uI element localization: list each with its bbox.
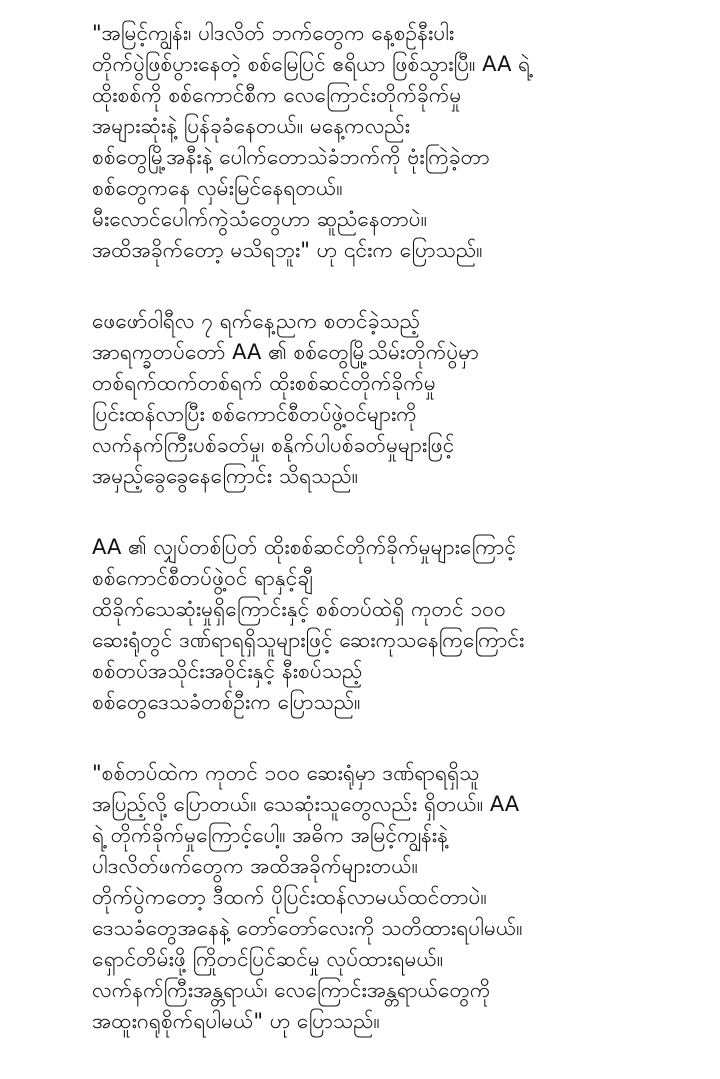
text-line: ဒေသခံတွေအနေနဲ့ တော်တော်လေးကို သတိထားရပါမယ်။ <box>92 916 523 940</box>
paragraph-2 <box>92 306 680 492</box>
text-line: အမှည့်ခွေခွေနေကြောင်း သိရသည်။ <box>92 464 359 488</box>
text-line: "စစ်တပ်ထဲက ကုတင် ၁၀၀ ဆေးရုံမှာ ဒဏ်ရာရရှိသူ <box>92 761 480 785</box>
text-line: လက်နက်ကြီးအန္တရာယ်၊ လေကြောင်းအန္တရာယ်တွေကို <box>92 978 491 1002</box>
paragraph-3 <box>92 532 680 718</box>
text-line: တိုက်ပွဲဖြစ်ပွားနေတဲ့ စစ်မြေပြင် ဧရိယာ ဖြစ်သွားပြီ။ AA ရဲ့ <box>92 52 531 76</box>
text-line: ပါဒလိတ်ဖက်တွေက အထိအခိုက်များတယ်။ <box>92 854 419 878</box>
text-line: အထူးဂရုစိုက်ရပါမယ်" ဟု ပြောသည်။ <box>92 1009 380 1033</box>
text-line: တိုက်ပွဲကတော့ ဒီထက် ပိုပြင်းထန်လာမယ်ထင်တာပဲ။ <box>92 885 487 909</box>
text-line: စစ်တွေဒေသခံတစ်ဦးက ပြောသည်။ <box>92 690 361 714</box>
text-line: ဖေဖော်ဝါရီလ ၇ ရက်နေ့ညက စတင်ခဲ့သည့် <box>92 309 421 333</box>
text-line: စစ်တွေကနေ လှမ်းမြင်နေရတယ်။ <box>92 176 343 200</box>
text-line: ထိခိုက်သေဆုံးမှုရှိကြောင်းနှင့် စစ်တပ်ထဲရှိ ကုတင် ၁၀၀ <box>92 597 506 621</box>
text-line: အထိအခိုက်တော့ မသိရဘူး" ဟု ၎င်းက ပြောသည်။ <box>92 238 483 262</box>
text-line: လက်နက်ကြီးပစ်ခတ်မှု၊ စနိုက်ပါပစ်ခတ်မှုများဖြင့် <box>92 433 455 457</box>
text-line: AA ၏ လျှပ်တစ်ပြတ် ထိုးစစ်ဆင်တိုက်ခိုက်မှုများကြောင့် <box>92 535 517 559</box>
text-line: ထိုးစစ်ကို စစ်ကောင်စီက လေကြောင်းတိုက်ခိုက်မှု <box>92 83 462 107</box>
text-line: ရဲ့ တိုက်ခိုက်မှုကြောင့်ပေါ့။ အဓိက အမြင့်ကျွန်းနဲ့ <box>92 823 449 847</box>
text-line: ဆေးရုံတွင် ဒဏ်ရာရရှိသူများဖြင့် ဆေးကုသနေကြကြောင်း <box>92 628 525 652</box>
text-line: စစ်တွေမြို့အနီးနဲ့ ပေါက်တောသဲခံဘက်ကို ဗုံးကြဲခဲ့တာ <box>92 145 490 169</box>
text-line: စစ်တပ်အသိုင်းအဝိုင်းနှင့် နီးစပ်သည့် <box>92 659 363 683</box>
text-line: အများဆုံးနဲ့ ပြန်ခုခံနေတယ်။ မနေ့ကလည်း <box>92 114 411 138</box>
text-line: အပြည့်လို့ ပြောတယ်။ သေဆုံးသူတွေလည်း ရှိတယ်။ AA <box>92 792 520 816</box>
text-line: "အမြင့်ကျွန်း၊ ပါဒလိတ် ဘက်တွေက နေ့စဉ်နီးပါး <box>92 21 455 45</box>
text-line: မီးလောင်ပေါက်ကွဲသံတွေဟာ ဆူညံနေတာပဲ။ <box>92 207 428 231</box>
paragraph-1 <box>92 18 680 266</box>
text-line: အာရက္ခတပ်တော် AA ၏ စစ်တွေမြို့သိမ်းတိုက်ပွဲမှာ <box>92 340 479 364</box>
text-line: စစ်ကောင်စီတပ်ဖွဲ့ဝင် ရာနှင့်ချီ <box>92 566 313 590</box>
text-line: ရှောင်တိမ်းဖို့ ကြိုတင်ပြင်ဆင်မှု လုပ်ထားရမယ်။ <box>92 947 444 971</box>
paragraph-4 <box>92 758 680 1037</box>
text-line: ပြင်းထန်လာပြီး စစ်ကောင်စီတပ်ဖွဲ့ဝင်များကို <box>92 402 417 426</box>
text-line: တစ်ရက်ထက်တစ်ရက် ထိုးစစ်ဆင်တိုက်ခိုက်မှု <box>92 371 436 395</box>
